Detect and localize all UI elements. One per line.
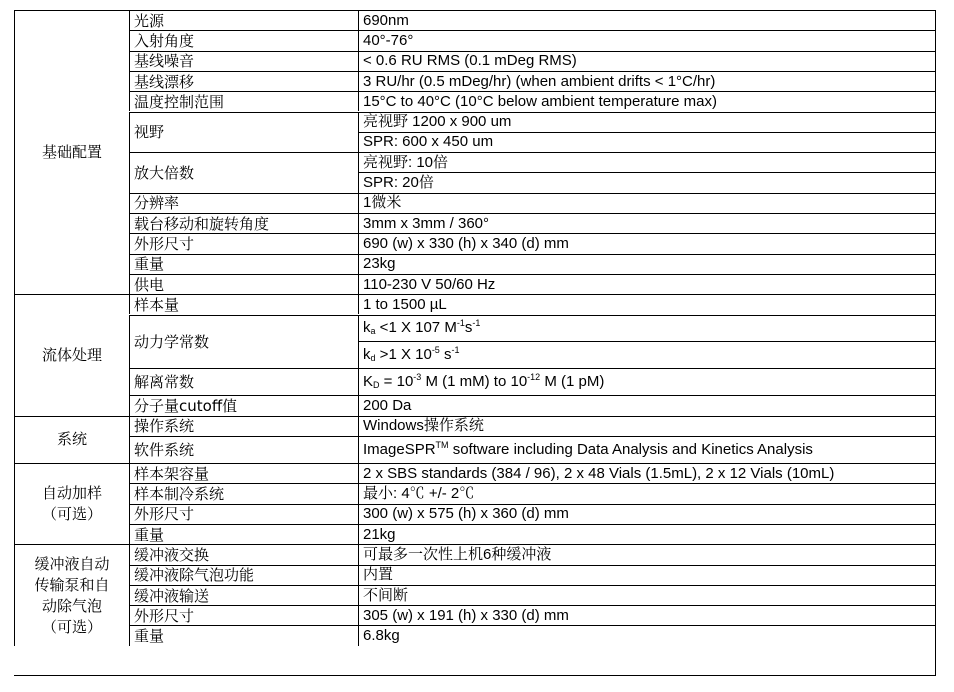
label-cell xyxy=(129,315,358,369)
value-cell xyxy=(358,112,936,132)
label-text: 解离常数 xyxy=(134,373,195,392)
value-cell xyxy=(358,274,936,294)
value-cell xyxy=(358,152,936,172)
value-cell xyxy=(358,233,936,253)
value-cell xyxy=(358,71,936,91)
label-cell xyxy=(129,436,358,463)
label-text: 视野 xyxy=(134,123,165,142)
value-cell xyxy=(358,254,936,274)
label-text: 缓冲液交换 xyxy=(134,545,210,564)
value-text: 内置 xyxy=(363,566,394,584)
label-text: 重量 xyxy=(134,525,165,544)
label-text: 操作系统 xyxy=(134,417,195,436)
label-text: 分子量cutoff值 xyxy=(134,397,238,416)
value-text: 1 to 1500 µL xyxy=(363,295,447,313)
value-text: $K_D = 10^{-3}$ M (1 mM) to $10^{-12}$ M (1 pM) xyxy=(363,372,605,391)
value-text: 3mm x 3mm / 360° xyxy=(363,214,490,232)
label-cell xyxy=(129,213,358,233)
value-text: 200 Da xyxy=(363,397,412,415)
value-text: 亮视野: 10倍 xyxy=(363,153,449,171)
value-text: 15°C to 40°C (10°C below ambient temperature max) xyxy=(363,92,717,110)
label-cell xyxy=(129,193,358,213)
value-text: 6.8kg xyxy=(363,627,400,645)
value-text: 亮视野 1200 x 900 um xyxy=(363,113,512,131)
category-cell xyxy=(14,416,129,463)
value-cell xyxy=(358,463,936,483)
label-cell xyxy=(129,544,358,564)
value-cell xyxy=(358,585,936,605)
value-text: Windows操作系统 xyxy=(363,417,484,435)
value-cell xyxy=(358,368,936,395)
label-cell xyxy=(129,368,358,395)
label-text: 外形尺寸 xyxy=(134,505,195,524)
value-text: 690 (w) x 330 (h) x 340 (d) mm xyxy=(363,234,569,252)
value-cell xyxy=(358,51,936,71)
value-text: < 0.6 RU RMS (0.1 mDeg RMS) xyxy=(363,52,577,70)
value-text: SPR: 600 x 450 um xyxy=(363,133,494,151)
label-cell xyxy=(129,565,358,585)
label-cell xyxy=(129,416,358,436)
value-cell xyxy=(358,30,936,50)
category-label: 系统 xyxy=(56,430,87,449)
value-cell xyxy=(358,132,936,152)
spec-table xyxy=(14,10,936,676)
label-text: 重量 xyxy=(134,627,165,646)
category-label: 自动加样 （可选） xyxy=(41,484,102,524)
value-cell xyxy=(358,504,936,524)
label-text: 基线噪音 xyxy=(134,52,195,71)
category-cell xyxy=(14,10,129,294)
value-cell xyxy=(358,193,936,213)
label-text: 样本量 xyxy=(134,295,180,314)
value-cell xyxy=(358,172,936,192)
value-text: 可最多一次性上机6种缓冲液 xyxy=(363,545,552,563)
value-cell xyxy=(358,416,936,436)
label-cell xyxy=(129,585,358,605)
label-text: 温度控制范围 xyxy=(134,92,225,111)
value-cell xyxy=(358,544,936,564)
label-cell xyxy=(129,254,358,274)
value-text: 3 RU/hr (0.5 mDeg/hr) (when ambient drifts < 1°C/hr) xyxy=(363,72,716,90)
label-text: 样本制冷系统 xyxy=(134,485,225,504)
value-text: 最小: 4℃ +/- 2℃ xyxy=(363,485,475,503)
table-bottom-border xyxy=(14,675,936,676)
value-text: 2 x SBS standards (384 / 96), 2 x 48 Vials (1.5mL), 2 x 12 Vials (10mL) xyxy=(363,464,835,482)
label-cell xyxy=(129,483,358,503)
category-label: 缓冲液自动 传输泵和自 动除气泡 （可选） xyxy=(34,554,110,636)
value-text: 110-230 V 50/60 Hz xyxy=(363,275,496,293)
label-text: 动力学常数 xyxy=(134,332,210,351)
label-text: 分辨率 xyxy=(134,194,180,213)
value-cell xyxy=(358,315,936,342)
value-text: 690nm xyxy=(363,11,409,29)
value-cell xyxy=(358,294,936,314)
value-text: $k_a <1$ X 107 $M^{-1}s^{-1}$ xyxy=(363,318,481,337)
value-cell xyxy=(358,524,936,544)
value-text: $k_d >1$ X $10^{-5}$ $s^{-1}$ xyxy=(363,345,460,364)
label-text: 光源 xyxy=(134,11,165,30)
label-text: 入射角度 xyxy=(134,31,195,50)
label-cell xyxy=(129,625,358,645)
value-cell xyxy=(358,565,936,585)
value-cell xyxy=(358,605,936,625)
label-text: 样本架容量 xyxy=(134,464,210,483)
value-text: 300 (w) x 575 (h) x 360 (d) mm xyxy=(363,505,569,523)
label-text: 载台移动和旋转角度 xyxy=(134,214,270,233)
value-cell xyxy=(358,213,936,233)
value-cell xyxy=(358,341,936,368)
category-cell xyxy=(14,544,129,646)
category-cell xyxy=(14,294,129,416)
label-cell xyxy=(129,112,358,153)
label-text: 外形尺寸 xyxy=(134,606,195,625)
value-cell xyxy=(358,483,936,503)
label-cell xyxy=(129,71,358,91)
label-text: 基线漂移 xyxy=(134,72,195,91)
label-cell xyxy=(129,10,358,30)
value-cell xyxy=(358,625,936,645)
category-label: 基础配置 xyxy=(41,143,102,162)
value-text: 不间断 xyxy=(363,586,409,604)
label-cell xyxy=(129,395,358,415)
label-cell xyxy=(129,504,358,524)
label-text: 重量 xyxy=(134,255,165,274)
value-cell xyxy=(358,10,936,30)
value-cell xyxy=(358,91,936,111)
label-cell xyxy=(129,294,358,314)
value-text: 21kg xyxy=(363,525,396,543)
category-label: 流体处理 xyxy=(41,345,102,364)
value-text: 1微米 xyxy=(363,194,402,212)
value-text: SPR: 20倍 xyxy=(363,174,434,192)
category-cell xyxy=(14,463,129,544)
label-cell xyxy=(129,91,358,111)
label-text: 放大倍数 xyxy=(134,163,195,182)
label-text: 缓冲液输送 xyxy=(134,586,210,605)
label-cell xyxy=(129,30,358,50)
label-cell xyxy=(129,51,358,71)
label-cell xyxy=(129,274,358,294)
label-cell xyxy=(129,463,358,483)
label-text: 软件系统 xyxy=(134,441,195,460)
value-text: 23kg xyxy=(363,255,396,273)
label-cell xyxy=(129,524,358,544)
value-cell xyxy=(358,436,936,463)
label-cell xyxy=(129,152,358,193)
value-text: ImageSPR™ software including Data Analysis and Kinetics Analysis xyxy=(363,440,813,459)
value-text: 40°-76° xyxy=(363,31,414,49)
label-cell xyxy=(129,233,358,253)
label-text: 外形尺寸 xyxy=(134,234,195,253)
value-cell xyxy=(358,395,936,415)
label-text: 缓冲液除气泡功能 xyxy=(134,566,255,585)
label-text: 供电 xyxy=(134,275,165,294)
value-text: 305 (w) x 191 (h) x 330 (d) mm xyxy=(363,606,569,624)
label-cell xyxy=(129,605,358,625)
